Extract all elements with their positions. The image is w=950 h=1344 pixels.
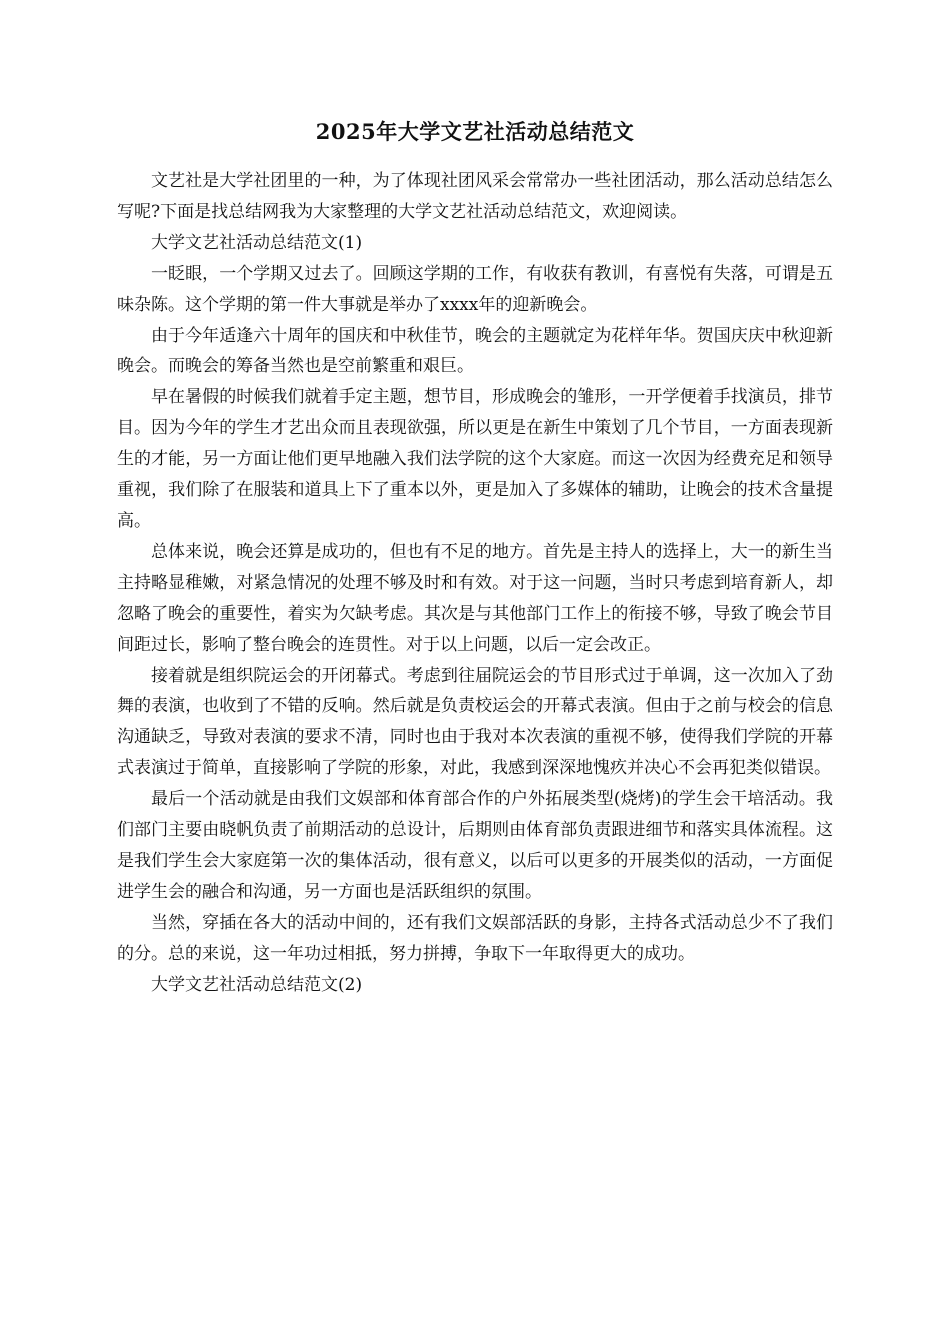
paragraph: 由于今年适逢六十周年的国庆和中秋佳节，晚会的主题就定为花样年华。贺国庆庆中秋迎新晚会。而晚会的筹备当然也是空前繁重和艰巨。 bbox=[117, 325, 833, 377]
paragraph: 接着就是组织院运会的开闭幕式。考虑到往届院运会的节目形式过于单调，这一次加入了劲舞的表演，也收到了不错的反响。然后就是负责校运会的开幕式表演。但由于之前与校会的信息沟通缺乏，导致对表演的要求不清，同时也由于我对本次表演的重视不够，使得我们学院的开幕式表演过于简单，直接影响了学院的形象，对此，我感到深深地愧疚并决心不会再犯类似错误。 bbox=[117, 665, 833, 779]
paragraph: 一眨眼，一个学期又过去了。回顾这学期的工作，有收获有教训，有喜悦有失落，可谓是五味杂陈。这个学期的第一件大事就是举办了xxxx年的迎新晚会。 bbox=[117, 263, 833, 315]
section-heading-1: 大学文艺社活动总结范文(1) bbox=[151, 232, 363, 253]
document-title: 2025年大学文艺社活动总结范文 bbox=[315, 119, 635, 144]
paragraph-intro: 文艺社是大学社团里的一种，为了体现社团风采会常常办一些社团活动，那么活动总结怎么写呢?下面是找总结网我为大家整理的大学文艺社活动总结范文，欢迎阅读。 bbox=[117, 171, 833, 222]
document-body bbox=[117, 166, 833, 1000]
paragraph: 当然，穿插在各大的活动中间的，还有我们文娱部活跃的身影，主持各式活动总少不了我们的分。总的来说，这一年功过相抵，努力拼搏，争取下一年取得更大的成功。 bbox=[117, 912, 833, 964]
paragraph: 早在暑假的时候我们就着手定主题，想节目，形成晚会的雏形，一开学便着手找演员，排节目。因为今年的学生才艺出众而且表现欲强，所以更是在新生中策划了几个节目，一方面表现新生的才能，另一方面让他们更早地融入我们法学院的这个大家庭。而这一次因为经费充足和领导重视，我们除了在服装和道具上下了重本以外，更是加入了多媒体的辅助，让晚会的技术含量提高。 bbox=[117, 387, 833, 531]
paragraph: 总体来说，晚会还算是成功的，但也有不足的地方。首先是主持人的选择上，大一的新生当主持略显稚嫩，对紧急情况的处理不够及时和有效。对于这一问题，当时只考虑到培育新人，却忽略了晚会的重要性，着实为欠缺考虑。其次是与其他部门工作上的衔接不够，导致了晚会节目间距过长，影响了整台晚会的连贯性。对于以上问题，以后一定会改正。 bbox=[117, 541, 833, 655]
paragraph: 最后一个活动就是由我们文娱部和体育部合作的户外拓展类型(烧烤)的学生会干培活动。我们部门主要由晓帆负责了前期活动的总设计，后期则由体育部负责跟进细节和落实具体流程。这是我们学生会大家庭第一次的集体活动，很有意义，以后可以更多的开展类似的活动，一方面促进学生会的融合和沟通，另一方面也是活跃组织的氛围。 bbox=[117, 789, 833, 902]
section-heading-2: 大学文艺社活动总结范文(2) bbox=[151, 974, 363, 995]
